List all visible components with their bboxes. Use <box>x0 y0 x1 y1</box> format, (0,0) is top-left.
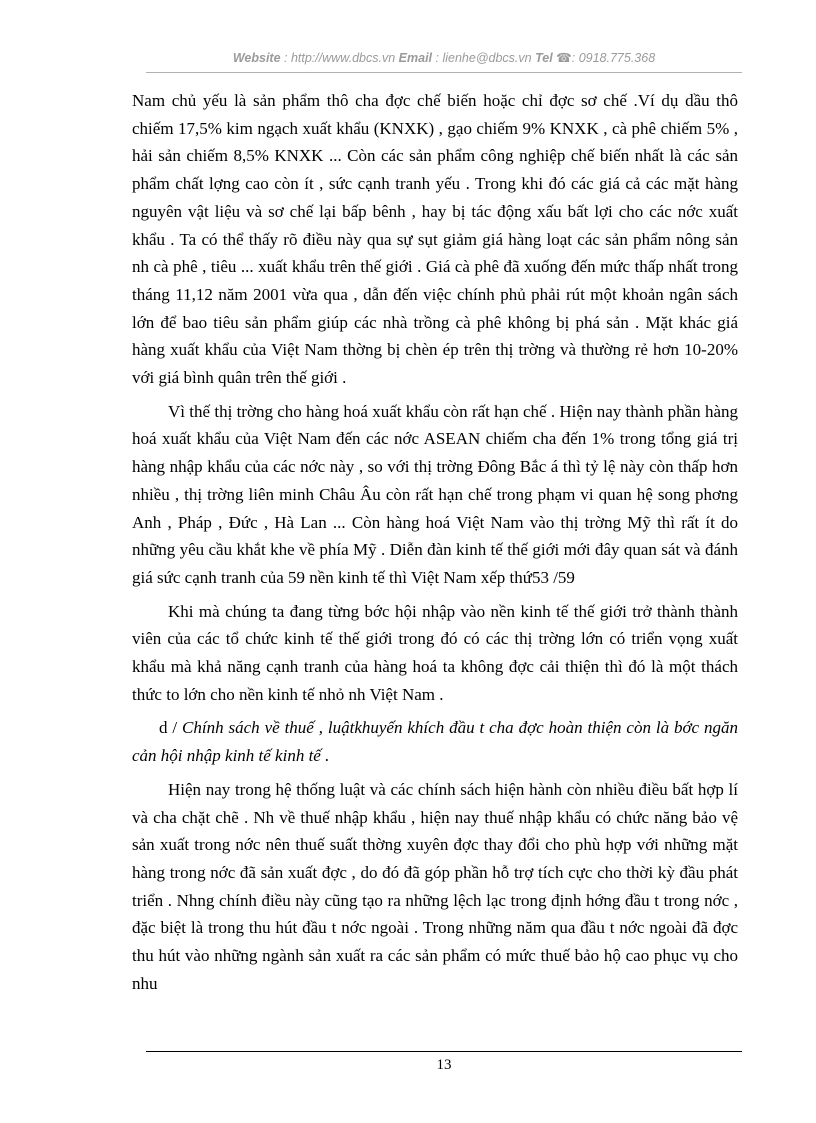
header-tel-label: Tel <box>535 51 553 65</box>
header-email-value: : lienhe@dbcs.vn <box>435 51 532 65</box>
section-heading <box>132 714 738 769</box>
footer-divider <box>146 1051 742 1052</box>
header-divider <box>146 72 742 73</box>
paragraph-3: Khi mà chúng ta đang từng bớc hội nhập vào nền kinh tế thế giới trở thành thành viên của các tổ chức kinh tế thế giới trong đó có các thị trờng lớn có triển vọng xuất khẩu mà khả năng cạnh tranh của hàng hoá ta không đợc cải thiện thì đó là một thách thức to lớn cho nền kinh tế nhỏ nh Việt Nam . <box>132 601 738 704</box>
paragraph-4: Hiện nay trong hệ thống luật và các chính sách hiện hành còn nhiều điều bất hợp lí và cha chặt chẽ . Nh về thuế nhập khẩu , hiện nay thuế nhập khẩu có chức năng bảo vệ sản xuất trong nớc nên thuế suất thờng xuyên đợc thay đổi cho phù hợp với những mặt hàng trong nớc đã sản xuất đợc , do đó đã góp phần hỗ trợ tích cực cho thời kỳ đầu phát triển . Nhng chính điều này cũng tạo ra những lệch lạc trong định hớng đầu t trong nớc , đặc biệt là trong thu hút đầu t nớc ngoài . Trong những năm qua đầu t nớc ngoài đã đợc thu hút vào những ngành sản xuất ra các sản phẩm có mức thuế bảo hộ cao phục vụ cho nhu <box>132 779 738 993</box>
paragraph-1: Nam chủ yếu là sản phẩm thô cha đợc chế biến hoặc chỉ đợc sơ chế .Ví dụ dầu thô chiếm 17,5% kim ngạch xuất khẩu (KNXK) , gạo chiếm 9% KNXK , cà phê chiếm 5% , hải sản chiếm 8,5% KNXK ... Còn các sản phẩm công nghiệp chế biến nhất là các sản phẩm chất lợng cao còn ít , sức cạnh tranh yếu . Trong khi đó các giá cả các mặt hàng nguyên vật liệu và sơ chế lại bấp bênh , hay bị tác động xấu bất lợi cho các nớc xuất khẩu . Ta có thể thấy rõ điều này qua sự sụt giảm giá hàng loạt các sản phẩm nông sản nh cà phê , tiêu ... xuất khẩu trên thế giới . Giá cà phê đã xuống đến mức thấp nhất trong tháng 11,12 năm 2001 vừa qua , dẫn đến việc chính phủ phải rút một khoản ngân sách lớn để bao tiêu sản phẩm giúp các nhà trồng cà phê không bị phá sản . Mặt khác giá hàng xuất khẩu của Việt Nam thờng bị chèn ép trên thị trờng và thường rẻ hơn 10-20% với giá bình quân trên thế giới . <box>132 91 738 388</box>
section-heading-text: Chính sách về thuế , luậtkhuyến khích đầu t cha đợc hoàn thiện còn là bớc ngăn cản hội nhập kinh tế kinh tế . <box>132 718 738 766</box>
header-tel-value: ☎: 0918.775.368 <box>556 51 656 65</box>
header-website-label: Website <box>232 51 281 65</box>
paragraph-2: Vì thế thị trờng cho hàng hoá xuất khẩu còn rất hạn chế . Hiện nay thành phần hàng hoá xuất khẩu của Việt Nam đến các nớc ASEAN chiếm cha đến 1% trong tổng giá trị hàng nhập khẩu của các nớc này , so với thị trờng Đông Bắc á thì tỷ lệ này còn thấp hơn nhiều , thị trờng liên minh Châu Âu còn rất hạn chế trong phạm vi quan hệ song phơng Anh , Pháp , Đức , Hà Lan ... Còn hàng hoá Việt Nam vào thị trờng Mỹ thì rất ít do những yêu cầu khắt khe về phía Mỹ . Diễn đàn kinh tế thế giới mới đây quan sát và đánh giá sức cạnh tranh của 59 nền kinh tế thì Việt Nam xếp thứ53 /59 <box>132 401 738 587</box>
header-website-value: : http://www.dbcs.vn <box>284 51 396 65</box>
page-number: 13 <box>436 1057 452 1073</box>
header-email-label: Email <box>398 51 433 65</box>
page-header <box>146 50 742 65</box>
section-heading-label: d / <box>159 718 178 738</box>
document-body <box>132 87 738 1004</box>
